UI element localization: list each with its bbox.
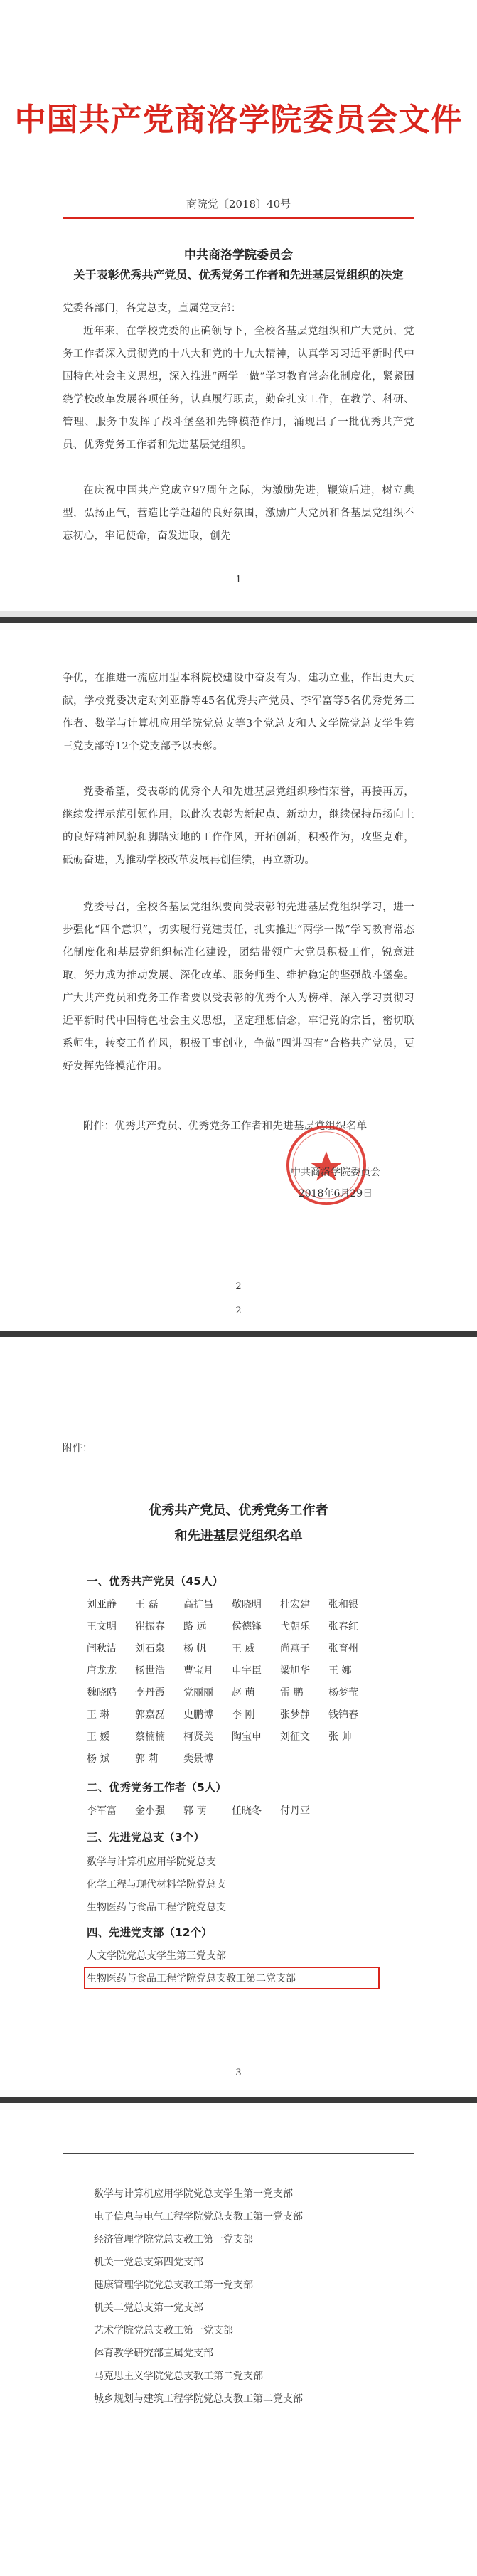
decision-title: 关于表彰优秀共产党员、优秀党务工作者和先进基层党组织的决定 (73, 268, 404, 282)
member-name: 杨梦莹 (328, 1687, 358, 1699)
branch-item: 城乡规划与建筑工程学院党总支教工第二党支部 (94, 2393, 303, 2405)
member-name: 刘征文 (280, 1731, 310, 1743)
branch-item: 机关二党总支第一党支部 (94, 2302, 203, 2314)
branch-item: 数学与计算机应用学院党总支学生第一党支部 (94, 2188, 293, 2200)
category-general-branches: 三、先进党总支（3个） (87, 1831, 205, 1844)
branch-item: 马克思主义学院党总支教工第二党支部 (94, 2371, 263, 2382)
member-name: 李丹霞 (135, 1687, 165, 1699)
member-name: 尚燕子 (280, 1643, 310, 1655)
worker-name: 郭 萌 (183, 1805, 207, 1817)
member-name: 崔振春 (135, 1621, 165, 1632)
member-name: 张春红 (328, 1621, 358, 1632)
branch-item: 艺术学院党总支教工第一党支部 (94, 2325, 233, 2336)
member-name: 路 远 (183, 1621, 207, 1632)
member-name: 陶宝申 (232, 1731, 262, 1743)
branch-list-continued (94, 2183, 303, 2410)
page-number-2-footer: 2 (235, 1305, 242, 1316)
general-branch-item: 生物医药与食品工程学院党总支 (87, 1902, 226, 1913)
page-separator (0, 1331, 477, 1337)
signature-date: 2018年6月29日 (298, 1188, 373, 1199)
page-1 (0, 0, 477, 611)
member-name: 郭嘉磊 (135, 1709, 165, 1721)
member-name: 王 媛 (87, 1731, 110, 1743)
category-party-workers: 二、优秀党务工作者（5人） (87, 1781, 227, 1794)
member-name-grid (87, 1594, 414, 1770)
general-branch-item: 数学与计算机应用学院党总支 (87, 1856, 216, 1868)
member-name: 张育州 (328, 1643, 358, 1655)
member-name: 雷 鹏 (280, 1687, 304, 1699)
list-title-line-1: 优秀共产党员、优秀党务工作者 (149, 1503, 328, 1518)
member-name: 李 刚 (232, 1709, 255, 1721)
member-name: 樊景博 (183, 1753, 213, 1765)
category-branches: 四、先进党支部（12个） (87, 1926, 213, 1939)
member-name: 杨 帆 (183, 1643, 207, 1655)
member-name: 王 磊 (135, 1599, 159, 1610)
branch-item-highlighted: 生物医药与食品工程学院党总支教工第二党支部 (87, 1973, 296, 1984)
worker-name-grid (87, 1800, 414, 1822)
member-name: 唐龙龙 (87, 1665, 117, 1677)
member-name: 高扩昌 (183, 1599, 213, 1610)
member-name: 张和银 (328, 1599, 358, 1610)
branch-item: 人文学院党总支学生第三党支部 (87, 1950, 226, 1962)
member-name: 申宇臣 (232, 1665, 262, 1677)
page-number-1: 1 (235, 574, 242, 585)
branch-item: 经济管理学院党总支教工第一党支部 (94, 2234, 253, 2245)
issuing-organization: 中共商洛学院委员会 (184, 248, 293, 262)
member-name: 魏晓鸥 (87, 1687, 117, 1699)
member-name: 刘石泉 (135, 1643, 165, 1655)
member-name: 史鹏博 (183, 1709, 213, 1721)
member-name: 张梦静 (280, 1709, 310, 1721)
member-name: 王 琳 (87, 1709, 110, 1721)
paragraph-4: 党委号召，全校各基层党组织要向受表彰的先进基层党组织学习，进一步强化“四个意识”，切实履行党建责任，扎实推进“两学一做”学习教育常态化制度化和基层党组织标准化建设，团结带领广大党员积极工作，锐意进取，努力成为推动发展、深化改革、服务师生、维护稳定的坚强战斗堡垒。广大共产党员和党务工作者要以受表彰的优秀个人为榜样，深入学习贯彻习近平新时代中国特色社会主义思想，坚定理想信念，牢记党的宗旨，密切联系师生，转变工作作风，积极干事创业，争做“四讲四有”合格共产党员，更好发挥先锋模范作用。 (63, 902, 414, 1072)
list-title-line-2: 和先进基层党组织名单 (174, 1529, 303, 1544)
worker-name: 李军富 (87, 1805, 117, 1817)
member-name: 曹宝月 (183, 1665, 213, 1677)
member-name: 王文明 (87, 1621, 117, 1632)
member-name: 刘亚静 (87, 1599, 117, 1610)
member-name: 闫秋洁 (87, 1643, 117, 1655)
member-name: 王 威 (232, 1643, 255, 1655)
member-name: 梁旭华 (280, 1665, 310, 1677)
worker-name: 任晓冬 (232, 1805, 262, 1817)
footer-rule (63, 2153, 414, 2154)
member-name: 党丽丽 (183, 1687, 213, 1699)
general-branch-item: 化学工程与现代材料学院党总支 (87, 1879, 226, 1891)
paragraph-3: 党委希望，受表彰的优秀个人和先进基层党组织珍惜荣誉，再接再厉，继续发挥示范引领作用，以此次表彰为新起点、新动力，继续保持昂扬向上的良好精神风貌和脚踏实地的工作作风，开拓创新，积极作为，攻坚克难，砥砺奋进，为推动学校改革发展再创佳绩，再立新功。 (63, 786, 414, 866)
header-divider (63, 217, 414, 219)
attachment-note: 附件：优秀共产党员、优秀党务工作者和先进基层党组织名单 (83, 1121, 368, 1132)
salutation: 党委各部门，各党总支，直属党支部： (63, 303, 242, 314)
member-name: 张 帅 (328, 1731, 352, 1743)
member-name: 郭 莉 (135, 1753, 159, 1765)
category-excellent-members: 一、优秀共产党员（45人） (87, 1575, 224, 1588)
member-name: 柯贤美 (183, 1731, 213, 1743)
member-name: 杨世浩 (135, 1665, 165, 1677)
worker-name: 金小强 (135, 1805, 165, 1817)
page-number-2: 2 (235, 1281, 242, 1292)
branch-item: 电子信息与电气工程学院党总支教工第一党支部 (94, 2211, 303, 2223)
member-name: 敬晓明 (232, 1599, 262, 1610)
document-header-title: 中国共产党商洛学院委员会文件 (14, 102, 463, 138)
member-name: 王 娜 (328, 1665, 352, 1677)
page-separator (0, 2097, 477, 2103)
signature-organization: 中共商洛学院委员会 (291, 1167, 380, 1178)
paragraph-2-part-2: 争优，在推进一流应用型本科院校建设中奋发有为，建功立业，作出更大贡献，学校党委决定对刘亚静等45名优秀共产党员、李军富等5名优秀党务工作者、数学与计算机应用学院党总支等3个党总支和人文学院党总支学生第三党支部等12个党支部予以表彰。 (63, 673, 414, 752)
member-name: 侯德锋 (232, 1621, 262, 1632)
page-separator (0, 617, 477, 623)
member-name: 钱锦春 (328, 1709, 358, 1721)
page-number-3: 3 (235, 2068, 242, 2078)
paragraph-2-part-1: 在庆祝中国共产党成立97周年之际，为激励先进，鞭策后进，树立典型，弘扬正气，营造比学赶超的良好氛围，激励广大党员和各基层党组织不忘初心，牢记使命，奋发进取，创先 (63, 485, 414, 542)
attachment-label: 附件： (63, 1443, 92, 1454)
worker-name: 付丹亚 (280, 1805, 310, 1817)
branch-item: 健康管理学院党总支教工第一党支部 (94, 2280, 253, 2291)
branch-item: 体育教学研究部直属党支部 (94, 2348, 213, 2359)
member-name: 杜宏建 (280, 1599, 310, 1610)
member-name: 赵 萌 (232, 1687, 255, 1699)
paragraph-1: 近年来，在学校党委的正确领导下，全校各基层党组织和广大党员，党务工作者深入贯彻党的十八大和党的十九大精神，认真学习习近平新时代中国特色社会主义思想，深入推进“两学一做”学习教育常态化制度化，紧紧围绕学校改革发展各项任务，认真履行职责，勤奋扎实工作，在教学、科研、管理、服务中发挥了战斗堡垒和先锋模范作用，涌现出了一批优秀共产党员、优秀党务工作者和先进基层党组织。 (63, 326, 414, 451)
member-name: 蔡楠楠 (135, 1731, 165, 1743)
branch-item: 机关一党总支第四党支部 (94, 2257, 203, 2268)
member-name: 弋朝乐 (280, 1621, 310, 1632)
document-number: 商院党〔2018〕40号 (186, 198, 291, 210)
member-name: 杨 斌 (87, 1753, 110, 1765)
